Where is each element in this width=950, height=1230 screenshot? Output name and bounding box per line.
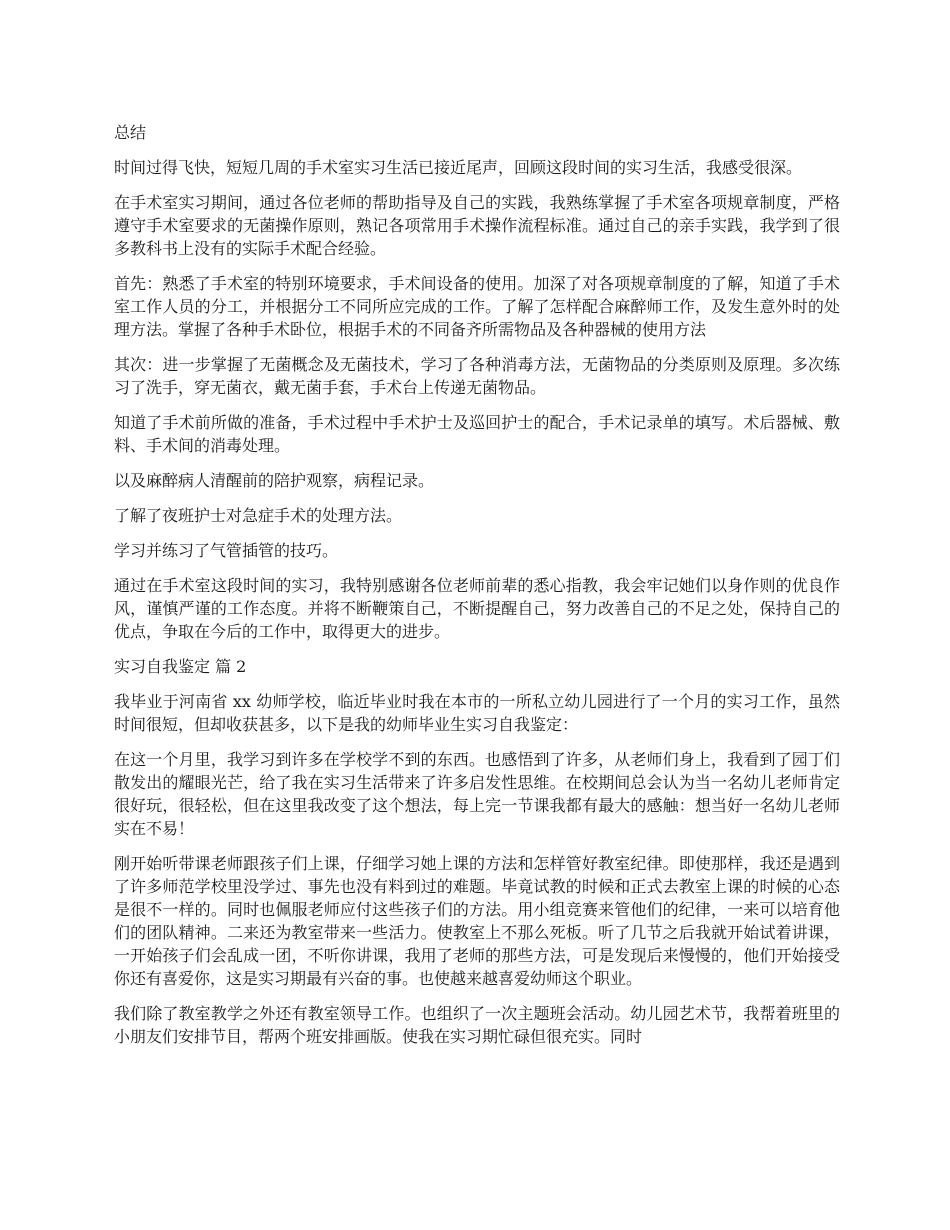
paragraph: 刚开始听带课老师跟孩子们上课，仔细学习她上课的方法和怎样管好教室纪律。即使那样，我还是遇到了许多师范学校里没学过、事先也没有料到过的难题。毕竟试教的时候和正式去教室上课的时候的心态是很不一样的。同时也佩服老师应付这些孩子们的方法。用小组竞赛来管他们的纪律，一来可以培育他们的团队精神。二来还为教室带来一些活力。使教室上不那么死板。听了几节之后我就开始试着讲课，一开始孩子们会乱成一团，不听你讲课，我用了老师的那些方法，可是发现后来慢慢的，他们开始接受你还有喜爱你，这是实习期最有兴奋的事。也使越来越喜爱幼师这个职业。 [114, 854, 840, 988]
paragraph: 时间过得飞快，短短几周的手术室实习生活已接近尾声，回顾这段时间的实习生活，我感受很深。 [114, 158, 803, 177]
paragraph: 在手术室实习期间，通过各位老师的帮助指导及自己的实践，我熟练掌握了手术室各项规章制度，严格遵守手术室要求的无菌操作原则，熟记各项常用手术操作流程标准。通过自己的亲手实践，我学到了很多教科书上没有的实际手术配合经验。 [114, 193, 840, 258]
paragraph: 首先：熟悉了手术室的特别环境要求，手术间设备的使用。加深了对各项规章制度的了解，知道了手术室工作人员的分工，并根据分工不同所应完成的工作。了解了怎样配合麻醉师工作，及发生意外时的处理方法。掌握了各种手术卧位，根据手术的不同备齐所需物品及各种器械的使用方法 [114, 274, 840, 339]
paragraph: 了解了夜班护士对急症手术的处理方法。 [114, 506, 403, 525]
paragraph: 通过在手术室这段时间的实习，我特别感谢各位老师前辈的悉心指教，我会牢记她们以身作则的优良作风，谨慎严谨的工作态度。并将不断鞭策自己，不断提醒自己，努力改善自己的不足之处，保持自己的优点，争取在今后的工作中，取得更大的进步。 [114, 576, 840, 641]
paragraph: 我们除了教室教学之外还有教室领导工作。也组织了一次主题班会活动。幼儿园艺术节，我帮着班里的小朋友们安排节目，帮两个班安排画版。使我在实习期忙碌但很充实。同时 [114, 1004, 840, 1046]
paragraph: 在这一个月里，我学习到许多在学校学不到的东西。也感悟到了许多，从老师们身上，我看到了园丁们散发出的耀眼光芒，给了我在实习生活带来了许多启发性思维。在校期间总会认为当一名幼儿老师肯定很好玩，很轻松，但在这里我改变了这个想法，每上完一节课我都有最大的感触：想当好一名幼儿老师实在不易！ [114, 750, 840, 838]
paragraph: 我毕业于河南省 xx 幼师学校，临近毕业时我在本市的一所私立幼儿园进行了一个月的实习工作，虽然时间很短，但却收获甚多，以下是我的幼师毕业生实习自我鉴定： [114, 692, 840, 734]
paragraph: 以及麻醉病人清醒前的陪护观察，病程记录。 [114, 471, 435, 490]
paragraph: 学习并练习了气管插管的技巧。 [114, 541, 339, 560]
section-heading-summary: 总结 [114, 123, 147, 142]
paragraph: 其次：进一步掌握了无菌概念及无菌技术，学习了各种消毒方法，无菌物品的分类原则及原理。多次练习了洗手，穿无菌衣，戴无菌手套，手术台上传递无菌物品。 [114, 355, 840, 397]
paragraph: 知道了手术前所做的准备，手术过程中手术护士及巡回护士的配合，手术记录单的填写。术后器械、敷料、手术间的消毒处理。 [114, 413, 840, 455]
section-heading-part-2: 实习自我鉴定 篇 2 [114, 657, 247, 676]
document-page [114, 121, 840, 1060]
